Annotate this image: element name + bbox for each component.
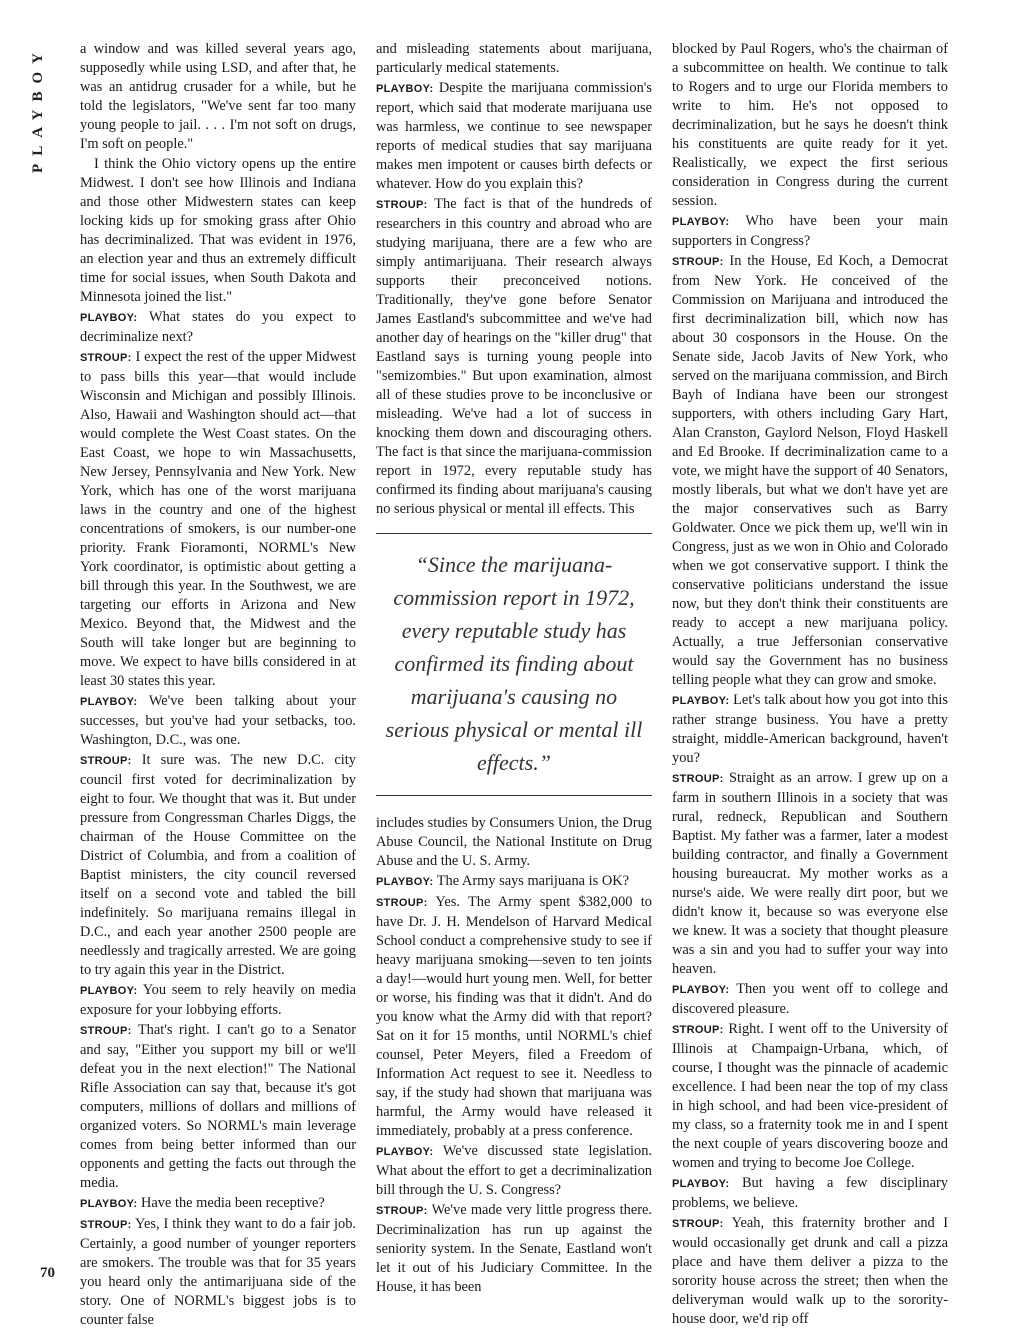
paragraph	[80, 1215, 356, 1330]
body-text: Have the media been receptive?	[137, 1195, 325, 1211]
speaker-label: PLAYBOY:	[80, 312, 138, 324]
body-text: You seem to rely heavily on media exposure for your lobbying efforts.	[80, 982, 356, 1018]
body-text: The fact is that of the hundreds of researchers in this country and abroad who are studying marijuana, there are a few who are simply antimarijuana. Their research always supports their preconceived notions. Traditionally, they've gone before Senator James Eastland's subcommittee and we've had another day of hearings on the "killer drug" that Eastland says is turning young people into "semizombies." But upon examination, almost all of these studies prove to be inconclusive or misleading. We've had a lot of success in knocking them down and discouraging others. The fact is that since the marijuana-commission report in 1972, every reputable study has confirmed its finding about marijuana's causing no serious physical or mental ill effects. This	[376, 196, 652, 517]
body-text: Right. I went off to the University of Illinois at Champaign-Urbana, which, of course, I thought was the pinnacle of academic excellence. I had been near the top of my class in high school, and had been vice-president of my class, so a fraternity took me in and I spent the next couple of years discovering booze and women and trying to become Joe College.	[672, 1021, 948, 1171]
speaker-label: STROUP:	[376, 199, 428, 211]
paragraph	[672, 252, 948, 690]
body-text: includes studies by Consumers Union, the Drug Abuse Council, the National Institute on Drug Abuse and the U. S. Army.	[376, 815, 652, 869]
body-text: I think the Ohio victory opens up the entire Midwest. I don't see how Illinois and Indiana and those other Midwestern states can keep locking kids up for smoking grass after Ohio has decriminalized. That was evident in 1976, an election year and thus an extremely difficult time for social issues, when South Dakota and Minnesota joined the list."	[80, 156, 356, 305]
body-text: a window and was killed several years ago, supposedly while using LSD, and after that, he was an antidrug crusader for a while, but he told the legislators, "We've sent far too many young people to jail. . . . I'm not soft on drugs, I'm soft on people."	[80, 41, 356, 152]
paragraph	[672, 769, 948, 979]
speaker-label: STROUP:	[80, 352, 132, 364]
body-text: Straight as an arrow. I grew up on a farm in southern Illinois in a society that was rural, redneck, Republican and Southern Baptist. My father was a farmer, later a modest building contractor, and finally a Government housing bureaucrat. My mother works as a nurse's aide. We were really dirt poor, but we didn't know it, because so was everyone else we knew. It was a society that thought pleasure was a sin and you had to suffer your way into heaven.	[672, 770, 948, 977]
paragraph	[80, 751, 356, 980]
paragraph	[376, 1142, 652, 1200]
text-column-1	[80, 40, 356, 1328]
body-text: Let's talk about how you got into this rather strange business. You have a pretty straight, middle-American background, haven't you?	[672, 692, 948, 766]
text-column-3	[672, 40, 948, 1327]
speaker-label: STROUP:	[672, 1218, 724, 1230]
speaker-label: STROUP:	[672, 256, 724, 268]
paragraph	[672, 212, 948, 251]
speaker-label: PLAYBOY:	[672, 695, 730, 707]
body-text: In the House, Ed Koch, a Democrat from New York. He conceived of the Commission on Marijuana and introduced the first decriminalization bill, which now has about 30 cosponsors in the House. On the Senate side, Jacob Javits of New York, who served on the marijuana commission, and Birch Bayh of Indiana have been our strongest supporters, with others including Gary Hart, Alan Cranston, Gaylord Nelson, Floyd Haskell and Ed Brooke. If decriminalization came to a vote, we might have the support of 40 Senators, mostly liberals, but what we don't have yet are the major conservatives such as Barry Goldwater. Once we pick them up, we'll win in Congress, just as we won in Ohio and Colorado when we got conservative support. I think the conservative politicians understand the issue now, but they don't think their constituents are ready to accept a new marijuana policy. Actually, a true Jeffersonian conservative would say the Government has no business telling people what they can grow and smoke.	[672, 253, 948, 688]
magazine-masthead: PLAYBOY	[30, 45, 46, 173]
paragraph	[376, 1201, 652, 1297]
speaker-label: STROUP:	[376, 897, 428, 909]
body-text: and misleading statements about marijuana, particularly medical statements.	[376, 41, 652, 76]
paragraph	[80, 40, 356, 154]
paragraph	[672, 1020, 948, 1173]
body-text: But having a few disciplinary problems, we believe.	[672, 1175, 948, 1211]
body-text: Then you went off to college and discovered pleasure.	[672, 981, 948, 1017]
pull-quote: “Since the marijuana-commission report in 1972, every reputable study has confirmed its finding about marijuana's causing no serious physical or mental ill effects.”	[376, 533, 652, 796]
body-text: It sure was. The new D.C. city council first voted for decriminalization by eight to four. We thought that was it. But under pressure from Congressman Charles Diggs, the chairman of the House Committee on the District of Columbia, and from a coalition of Baptist ministers, the city council reversed itself on a second vote and tabled the bill indefinitely. So marijuana remains illegal in D.C., and each year another 2500 people are needlessly and tragically arrested. We are going to try again this year in the District.	[80, 752, 356, 978]
paragraph	[80, 1194, 356, 1214]
speaker-label: PLAYBOY:	[672, 984, 730, 996]
paragraph	[376, 40, 652, 78]
body-text: Who have been your main supporters in Congress?	[672, 213, 948, 249]
body-text: What states do you expect to decriminalize next?	[80, 309, 356, 345]
page-number: 70	[40, 1265, 55, 1281]
body-text: Despite the marijuana commission's report, which said that moderate marijuana use was harmless, we continue to see newspaper reports of medical studies that say marijuana makes men impotent or causes birth defects or whatever. How do you explain this?	[376, 80, 652, 192]
speaker-label: PLAYBOY:	[80, 1198, 138, 1210]
speaker-label: PLAYBOY:	[80, 985, 138, 997]
paragraph	[376, 872, 652, 892]
body-text: We've made very little progress there. Decriminalization has run up against the seniority system. In the Senate, Eastland won't let it out of his Judiciary Committee. In the House, it has been	[376, 1202, 652, 1295]
speaker-label: PLAYBOY:	[672, 1178, 730, 1190]
speaker-label: PLAYBOY:	[672, 216, 730, 228]
paragraph	[672, 40, 948, 211]
body-text: The Army says marijuana is OK?	[433, 873, 629, 889]
speaker-label: PLAYBOY:	[80, 696, 138, 708]
paragraph	[672, 1214, 948, 1329]
speaker-label: PLAYBOY:	[376, 1146, 434, 1158]
body-text: We've been talking about your successes, but you've had your setbacks, too. Washington, D.C., was one.	[80, 693, 356, 748]
paragraph	[376, 814, 652, 871]
paragraph	[672, 980, 948, 1019]
body-text: Yes, I think they want to do a fair job. Certainly, a good number of younger reporters are smokers. The trouble was that for 35 years you heard only the antimarijuana side of the story. One of NORML's biggest jobs is to counter false	[80, 1216, 356, 1328]
paragraph	[672, 691, 948, 768]
body-text: That's right. I can't go to a Senator and say, "Either you support my bill or we'll defeat you in the next election!" The National Rifle Association can say that, because it's got computers, millions of dollars and millions of organized voters. So NORML's main leverage comes from being better informed than our opponents and getting the facts out through the media.	[80, 1022, 356, 1191]
speaker-label: PLAYBOY:	[376, 876, 434, 888]
text-column-2	[376, 40, 652, 1295]
paragraph	[80, 348, 356, 691]
speaker-label: STROUP:	[80, 755, 132, 767]
paragraph	[80, 155, 356, 307]
paragraph	[80, 308, 356, 347]
speaker-label: PLAYBOY:	[376, 83, 434, 95]
speaker-label: STROUP:	[672, 773, 724, 785]
paragraph	[80, 1021, 356, 1193]
body-text: We've discussed state legislation. What about the effort to get a decriminalization bill through the U. S. Congress?	[376, 1143, 652, 1198]
speaker-label: STROUP:	[80, 1219, 132, 1231]
body-text: Yes. The Army spent $382,000 to have Dr. J. H. Mendelson of Harvard Medical School conduct a comprehensive study to see if heavy marijuana smoking—seven to ten joints a day!—would hurt young men. Well, for better or worse, his finding was that it didn't. And do you know what the Army did with that report? Sat on it for 15 months, until NORML's chief counsel, Peter Meyers, filed a Freedom of Information Act request to see it. Needless to say, if the study had shown that marijuana was harmful, the Army would have released it immediately, probably at a press conference.	[376, 894, 652, 1139]
body-text: I expect the rest of the upper Midwest to pass bills this year—that would include Wisconsin and Michigan and possibly Illinois. Also, Hawaii and Washington should act—that would complete the West Coast states. On the East Coast, we hope to win Massachusetts, New Jersey, Pennsylvania and New York. New York, which has one of the worst marijuana laws in the country and one of the highest concentrations of smokers, is our number-one priority. Frank Fioramonti, NORML's New York coordinator, is optimistic about getting a bill through this year. In the Southwest, we are targeting our efforts in Arizona and New Mexico. Beyond that, the Midwest and the South will take longer but are beginning to move. We expect to have bills considered in at least 30 states this year.	[80, 349, 356, 689]
paragraph	[376, 893, 652, 1141]
speaker-label: STROUP:	[80, 1025, 132, 1037]
paragraph	[672, 1174, 948, 1213]
paragraph	[80, 692, 356, 750]
body-text: Yeah, this fraternity brother and I would occasionally get drunk and call a pizza place and have them deliver a pizza to the sorority house across the street; then when the deliveryman would walk up to the sorority-house door, we'd rip off	[672, 1215, 948, 1327]
paragraph	[80, 981, 356, 1020]
speaker-label: STROUP:	[376, 1205, 428, 1217]
paragraph	[376, 79, 652, 194]
paragraph	[376, 195, 652, 519]
speaker-label: STROUP:	[672, 1024, 724, 1036]
body-text: blocked by Paul Rogers, who's the chairman of a subcommittee on health. We continue to talk to Rogers and to urge our Florida members to write to him. He's not opposed to decriminalization, but he says he doesn't think his constituents are quite ready for it yet. Realistically, we expect the first serious consideration in Congress during the current session.	[672, 41, 948, 209]
